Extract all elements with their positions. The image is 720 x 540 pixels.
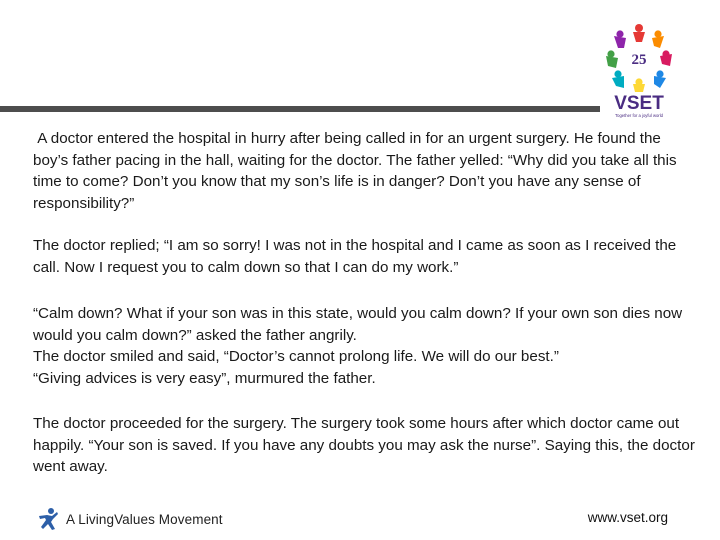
header-divider [0,106,600,112]
logo-brand: VSET [614,93,664,114]
paragraph-5: “Giving advices is very easy”, murmured the father. [33,369,376,387]
paragraph-3: “Calm down? What if your son was in this state, would you calm down? If your own son dies now would you calm down?” asked the father angrily. [33,305,683,344]
logo-number: 25 [631,52,647,68]
footer-movement-logo [36,506,223,532]
story-text [33,128,695,478]
paragraph-2: The doctor replied; “I am so sorry! I was not in the hospital and I came as soon as I received the call. Now I request you to calm down so that I can do my work.” [33,237,677,276]
running-figure-icon [36,507,60,531]
people-circle-logo-icon [598,18,680,118]
footer-movement-text: A LivingValues Movement [66,511,223,527]
website-url[interactable]: www.vset.org [587,510,668,525]
logo-tagline: Together for a joyful world [615,113,663,118]
vset-logo [598,18,680,118]
paragraph-6: The doctor proceeded for the surgery. The surgery took some hours after which doctor came out happily. “Your son is saved. If you have any doubts you may ask the nurse”. Saying this, the doctor went away. [33,415,695,475]
paragraph-4: The doctor smiled and said, “Doctor’s cannot prolong life. We will do our best.” [33,348,559,365]
paragraph-1: A doctor entered the hospital in hurry after being called in for an urgent surgery. He found the boy’s father pacing in the hall, waiting for the doctor. The father yelled: “Why did you take all this time to come? Don’t you know that my son’s life is in danger? Don’t you have any sense of responsibility?” [33,130,681,212]
